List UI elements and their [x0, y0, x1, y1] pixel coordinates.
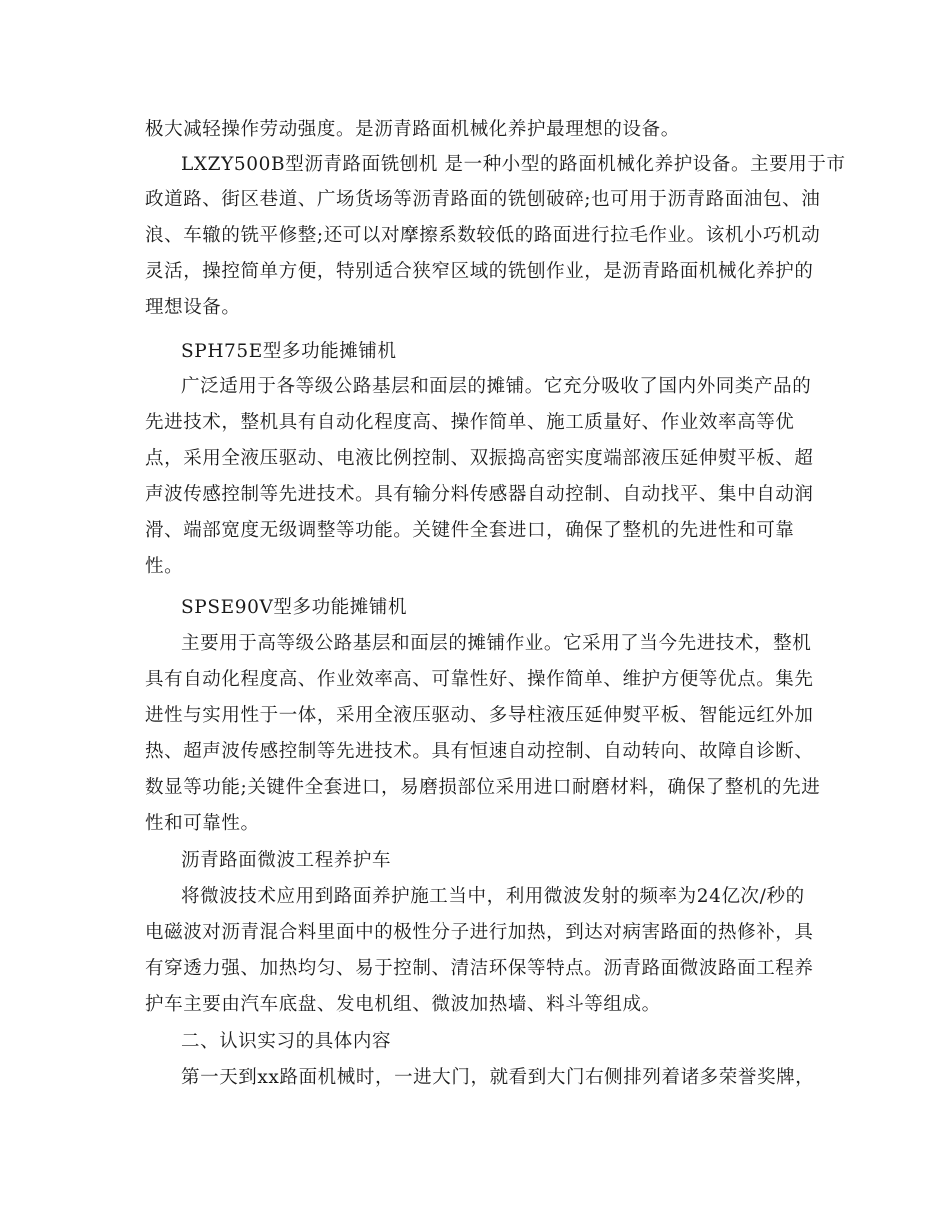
text-line: 极大减轻操作劳动强度。是沥青路面机械化养护最理想的设备。 — [145, 119, 680, 140]
text-line: 先进技术，整机具有自动化程度高、操作简单、施工质量好、作业效率高等优 — [145, 412, 795, 433]
text-line: 浪、车辙的铣平修整;还可以对摩擦系数较低的路面进行拉毛作业。该机小巧机动 — [145, 225, 821, 246]
text-line: 理想设备。 — [145, 297, 241, 318]
section-heading: 二、认识实习的具体内容 — [181, 1031, 392, 1052]
text-line: 第一天到xx路面机械时，一进大门，就看到大门右侧排列着诸多荣誉奖牌， — [181, 1067, 815, 1088]
text-line: 性和可靠性。 — [145, 813, 260, 834]
text-line: 具有自动化程度高、作业效率高、可靠性好、操作简单、维护方便等优点。集先 — [145, 669, 814, 690]
section-heading: SPSE90V型多功能摊铺机 — [181, 597, 408, 618]
text-line: 进性与实用性于一体，采用全液压驱动、多导柱液压延伸熨平板、智能远红外加 — [145, 705, 814, 726]
text-line: 护车主要由汽车底盘、发电机组、微波加热墙、料斗等组成。 — [145, 994, 661, 1015]
text-line: 性。 — [145, 556, 184, 577]
text-line: 滑、端部宽度无级调整等功能。关键件全套进口，确保了整机的先进性和可靠 — [145, 520, 795, 541]
text-line: 电磁波对沥青混合料里面中的极性分子进行加热，到达对病害路面的热修补，具 — [145, 922, 814, 943]
text-line: 政道路、街区巷道、广场货场等沥青路面的铣刨破碎;也可用于沥青路面油包、油 — [145, 189, 821, 210]
text-line: 主要用于高等级公路基层和面层的摊铺作业。它采用了当今先进技术，整机 — [181, 633, 812, 654]
text-line: 灵活，操控简单方便，特别适合狭窄区域的铣刨作业，是沥青路面机械化养护的 — [145, 261, 814, 282]
text-line: LXZY500B型沥青路面铣刨机 是一种小型的路面机械化养护设备。主要用于市 — [181, 154, 846, 175]
text-line: 广泛适用于各等级公路基层和面层的摊铺。它充分吸收了国内外同类产品的 — [181, 376, 812, 397]
text-line: 将微波技术应用到路面养护施工当中，利用微波发射的频率为24亿次/秒的 — [181, 886, 805, 907]
section-heading: 沥青路面微波工程养护车 — [181, 850, 392, 871]
text-line: 点，采用全液压驱动、电液比例控制、双振捣高密实度端部液压延伸熨平板、超 — [145, 448, 814, 469]
text-line: 有穿透力强、加热均匀、易于控制、清洁环保等特点。沥青路面微波路面工程养 — [145, 958, 814, 979]
section-heading: SPH75E型多功能摊铺机 — [181, 341, 397, 362]
text-line: 数显等功能;关键件全套进口，易磨损部位采用进口耐磨材料，确保了整机的先进 — [145, 777, 821, 798]
text-line: 声波传感控制等先进技术。具有输分料传感器自动控制、自动找平、集中自动润 — [145, 484, 814, 505]
text-line: 热、超声波传感控制等先进技术。具有恒速自动控制、自动转向、故障自诊断、 — [145, 741, 814, 762]
